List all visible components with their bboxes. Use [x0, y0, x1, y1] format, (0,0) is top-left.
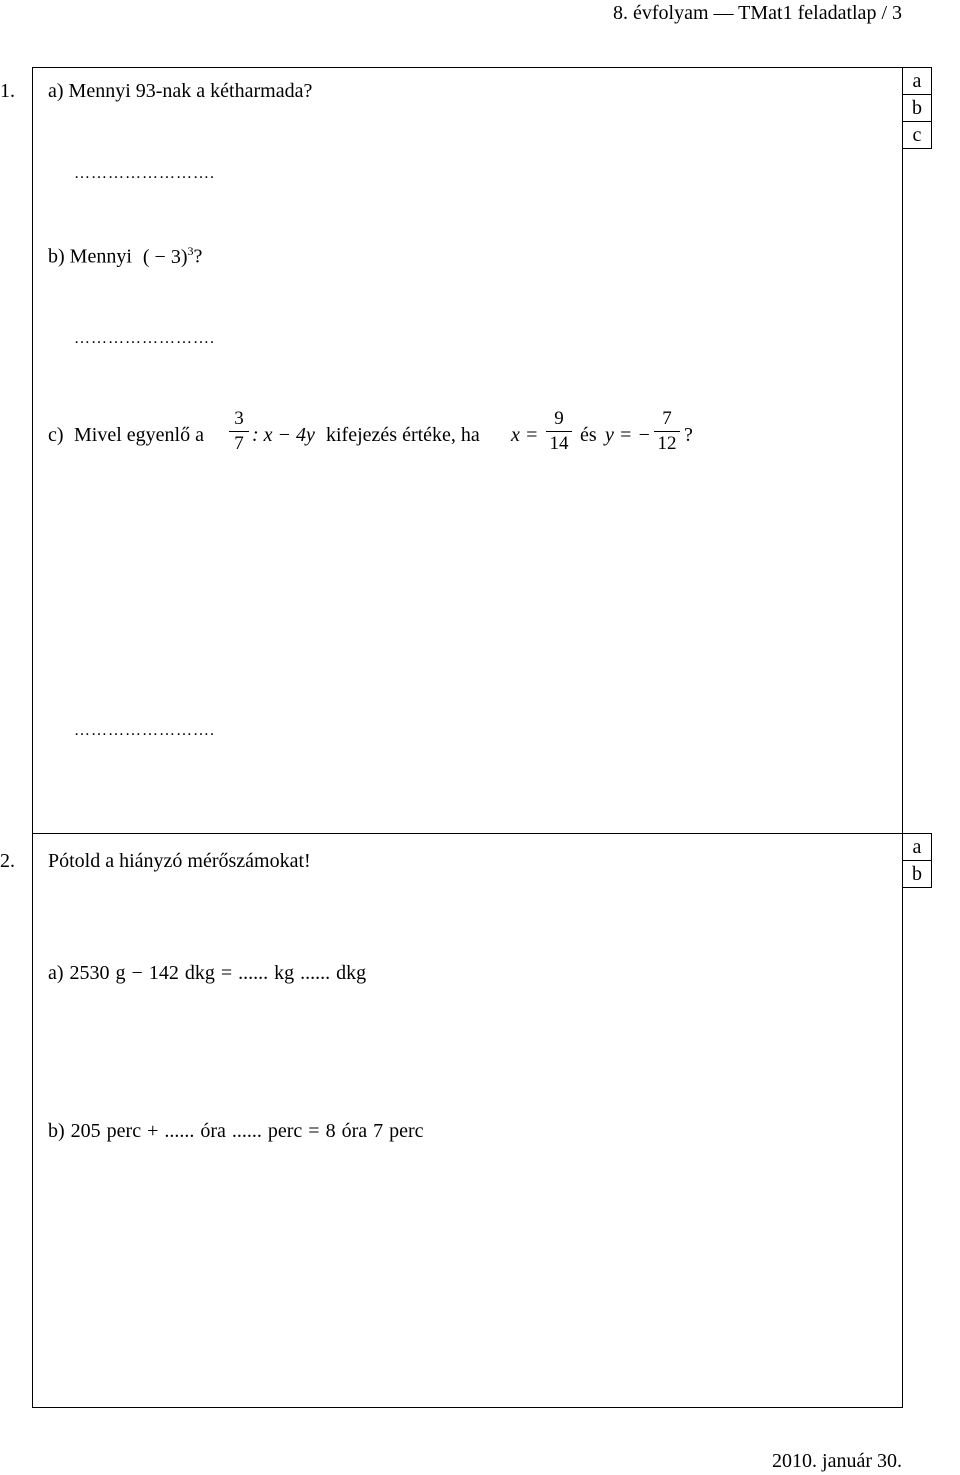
task1-number: 1.	[0, 80, 15, 102]
fraction-numerator: 7	[662, 408, 672, 429]
footer-date: 2010. január 30.	[772, 1450, 902, 1472]
task1c-fraction-9-14	[546, 408, 572, 455]
task1c-label: c)	[48, 424, 64, 446]
task1-score-b[interactable]	[902, 94, 932, 122]
fraction-numerator: 3	[234, 408, 244, 429]
fraction-bar	[229, 431, 249, 432]
task1b-label: b)	[48, 245, 65, 268]
task1b-answer-line[interactable]: …………………….	[74, 330, 215, 347]
task1b-base: ( − 3)	[142, 245, 188, 268]
task1a-question	[48, 80, 312, 103]
task1c-expression: : x − 4y	[252, 424, 315, 446]
task1-score-a[interactable]	[902, 67, 932, 95]
score-label: a	[912, 70, 922, 92]
task1c-text-mid: kifejezés értéke, ha	[326, 424, 480, 446]
task1c-suffix: ?	[684, 424, 693, 446]
task2-number: 2.	[0, 850, 15, 872]
task1c-x-equals: x =	[511, 424, 539, 446]
task1b-question	[48, 244, 202, 269]
fraction-bar	[546, 431, 572, 432]
task1c-text-before: Mivel egyenlő a	[74, 424, 204, 446]
task1c-y-equals: y = −	[605, 424, 651, 446]
task1c-fraction-7-12	[654, 408, 680, 455]
task1b-text: Mennyi	[69, 245, 132, 268]
score-label: b	[912, 97, 922, 119]
task1b-exponent: 3	[187, 244, 194, 258]
score-label: c	[912, 124, 922, 146]
score-label: b	[912, 863, 922, 885]
fraction-numerator: 9	[554, 408, 564, 429]
task2b-equation: b) 205 perc + ...... óra ...... perc = 8 óra 7 perc	[48, 1120, 424, 1142]
task1a-text: Mennyi 93-nak a kétharmada?	[68, 80, 313, 102]
fraction-denominator: 12	[657, 433, 677, 454]
task1b-suffix: ?	[193, 245, 203, 268]
task1a-label: a)	[48, 80, 64, 102]
task2-title: Pótold a hiányzó mérőszámokat!	[48, 850, 311, 872]
page-header: 8. évfolyam — TMat1 feladatlap / 3	[613, 2, 902, 24]
task1a-answer-line[interactable]: …………………….	[74, 165, 215, 182]
score-label: a	[912, 836, 922, 858]
task2-score-a[interactable]	[902, 833, 932, 861]
fraction-denominator: 7	[234, 433, 244, 454]
task1c-answer-line[interactable]: …………………….	[74, 722, 215, 739]
task2-score-b[interactable]	[902, 860, 932, 888]
task1-score-c[interactable]	[902, 121, 932, 149]
fraction-bar	[654, 431, 680, 432]
task2a-equation: a) 2530 g − 142 dkg = ...... kg ...... dkg	[48, 962, 367, 984]
task1c-fraction-3-7	[229, 408, 249, 455]
fraction-denominator: 14	[549, 433, 569, 454]
task1c-text-and: és	[580, 424, 597, 446]
